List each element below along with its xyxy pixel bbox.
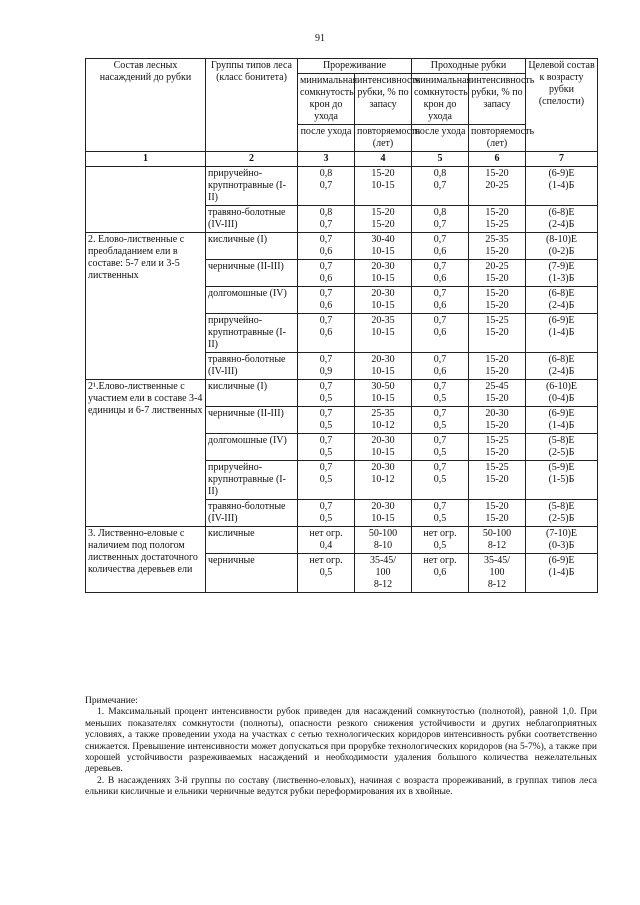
cell-value: 0,9 xyxy=(319,366,333,377)
cell-value: 15-25 xyxy=(485,435,509,446)
pass-int-cell xyxy=(469,260,526,287)
cell-value: (1-3)Б xyxy=(548,273,575,284)
cell-value: 10-15 xyxy=(371,273,395,284)
cell-value: (1-5)Б xyxy=(548,474,575,485)
cell-value: 20-30 xyxy=(371,501,395,512)
cell-value: 0,7 xyxy=(319,261,333,272)
target-cell xyxy=(526,461,598,500)
cell-value: (5-8)Е xyxy=(548,501,575,512)
thin-min-cell xyxy=(298,167,355,206)
cell-value: (2-5)Б xyxy=(548,447,575,458)
cell-value: 0,5 xyxy=(319,474,333,485)
thin-min-cell xyxy=(298,233,355,260)
cell-value: 15-20 xyxy=(485,474,509,485)
cell-value: (7-9)Е xyxy=(548,261,575,272)
cell-value: (6-9)Е xyxy=(548,408,575,419)
cell-value: 8-12 xyxy=(487,540,507,551)
forest-type: травяно-болотные (IV-III) xyxy=(206,206,298,233)
cell-value: нет огр. xyxy=(423,555,457,566)
cell-value: 15-20 xyxy=(485,501,509,512)
cell-value: (2-4)Б xyxy=(548,219,575,230)
pass-min-cell xyxy=(412,287,469,314)
cell-value: 0,5 xyxy=(433,513,447,524)
target-cell xyxy=(526,167,598,206)
forest-type: черничные xyxy=(206,554,298,593)
cell-value: 15-20 xyxy=(485,288,509,299)
cell-value: 0,8 xyxy=(433,168,447,179)
header-thin-after: после ухода xyxy=(298,125,355,152)
thin-int-cell xyxy=(355,167,412,206)
cell-value: 15-25 xyxy=(485,219,509,230)
forest-type: кисличные xyxy=(206,527,298,554)
cell-value: 15-20 xyxy=(485,168,509,179)
header-forest-types: Группы типов леса (класс бонитета) xyxy=(206,59,298,152)
pass-min-cell xyxy=(412,554,469,593)
cell-value: 20-30 xyxy=(371,288,395,299)
cell-value: 25-45 xyxy=(485,381,509,392)
table-body xyxy=(86,167,598,593)
thin-min-cell xyxy=(298,314,355,353)
thin-min-cell xyxy=(298,380,355,407)
target-cell xyxy=(526,287,598,314)
cell-value: 0,6 xyxy=(319,300,333,311)
target-cell xyxy=(526,527,598,554)
target-cell xyxy=(526,353,598,380)
thin-min-cell xyxy=(298,500,355,527)
cell-value: 0,7 xyxy=(319,315,333,326)
cell-value: 0,6 xyxy=(319,246,333,257)
cell-value: 0,7 xyxy=(433,435,447,446)
cell-value: 0,5 xyxy=(433,540,447,551)
cell-value: 0,6 xyxy=(433,300,447,311)
cell-value: 15-25 xyxy=(485,315,509,326)
cell-value: 8-12 xyxy=(373,579,393,590)
cell-value: 0,7 xyxy=(433,219,447,230)
table-row xyxy=(86,167,598,206)
pass-int-cell xyxy=(469,407,526,434)
notes-title: Примечание: xyxy=(85,696,138,706)
pass-int-cell xyxy=(469,461,526,500)
target-cell xyxy=(526,434,598,461)
cell-value: (1-4)Б xyxy=(548,327,575,338)
pass-min-cell xyxy=(412,233,469,260)
thin-min-cell xyxy=(298,407,355,434)
thin-int-cell xyxy=(355,380,412,407)
forest-type: приручейно-крупнотравные (I-II) xyxy=(206,461,298,500)
thin-int-cell xyxy=(355,461,412,500)
cell-value: 0,6 xyxy=(433,327,447,338)
cell-value: (2-4)Б xyxy=(548,366,575,377)
cell-value: 15-20 xyxy=(485,366,509,377)
col-number: 7 xyxy=(526,152,598,167)
cell-value: 15-20 xyxy=(485,327,509,338)
pass-min-cell xyxy=(412,167,469,206)
forest-type: долгомошные (IV) xyxy=(206,287,298,314)
target-cell xyxy=(526,260,598,287)
header-pass-repeat: повторяемость (лет) xyxy=(469,125,526,152)
cell-value: (6-8)Е xyxy=(548,288,575,299)
thin-min-cell xyxy=(298,353,355,380)
cell-value: 0,7 xyxy=(319,408,333,419)
pass-int-cell xyxy=(469,434,526,461)
cell-value: 20-30 xyxy=(485,408,509,419)
cell-value: 10-15 xyxy=(371,180,395,191)
cell-value: 10-15 xyxy=(371,300,395,311)
target-cell xyxy=(526,407,598,434)
cell-value: 0,6 xyxy=(319,327,333,338)
group-name xyxy=(86,167,206,233)
forest-type: приручейно-крупнотравные (I-II) xyxy=(206,167,298,206)
cell-value: нет огр. xyxy=(309,555,343,566)
cell-value: 0,5 xyxy=(319,513,333,524)
cell-value: 10-15 xyxy=(371,366,395,377)
header-thin-int: интенсивность рубки, % по запасу xyxy=(355,74,412,125)
target-cell xyxy=(526,500,598,527)
cell-value: 0,7 xyxy=(319,354,333,365)
thin-min-cell xyxy=(298,554,355,593)
cell-value: 0,6 xyxy=(433,366,447,377)
table-row xyxy=(86,527,598,554)
cell-value: 20-30 xyxy=(371,462,395,473)
forest-type: травяно-болотные (IV-III) xyxy=(206,353,298,380)
cell-value: 10-15 xyxy=(371,246,395,257)
col-number: 3 xyxy=(298,152,355,167)
cell-value: 25-35 xyxy=(371,408,395,419)
pass-int-cell xyxy=(469,206,526,233)
cell-value: 0,4 xyxy=(319,540,333,551)
cell-value: 30-50 xyxy=(371,381,395,392)
cell-value: 0,6 xyxy=(433,273,447,284)
cell-value: 10-15 xyxy=(371,393,395,404)
cell-value: (6-9)Е xyxy=(548,555,575,566)
pass-min-cell xyxy=(412,353,469,380)
cell-value: 10-15 xyxy=(371,513,395,524)
group-name: 2¹.Елово-лиственные с участием ели в составе 3-4 единицы и 6-7 лиственных xyxy=(86,380,206,527)
cell-value: (0-4)Б xyxy=(548,393,575,404)
thin-int-cell xyxy=(355,314,412,353)
table-header xyxy=(86,59,598,167)
note-2: 2. В насаждениях 3-й группы по составу (лиственно-еловых), начиная с возраста прореживаний, в группах типов леса ельники кисличные и ельники черничные ведутся рубки переформирования их в хвойные. xyxy=(85,775,597,798)
cell-value: 20-25 xyxy=(485,180,509,191)
cell-value: 8-10 xyxy=(373,540,393,551)
cell-value: 15-20 xyxy=(485,513,509,524)
cell-value: (1-4)Б xyxy=(548,180,575,191)
cell-value: (6-9)Е xyxy=(548,168,575,179)
pass-int-cell xyxy=(469,233,526,260)
cell-value: 20-30 xyxy=(371,261,395,272)
cell-value: 0,7 xyxy=(433,408,447,419)
cell-value: 0,7 xyxy=(319,234,333,245)
cell-value: 0,7 xyxy=(319,381,333,392)
cell-value: 15-20 xyxy=(485,273,509,284)
thin-min-cell xyxy=(298,287,355,314)
header-thinning: Прореживание xyxy=(298,59,412,74)
cell-value: 0,5 xyxy=(433,393,447,404)
header-thin-min: минимальная сомкнутость крон до ухода xyxy=(298,74,355,125)
pass-int-cell xyxy=(469,167,526,206)
cell-value: 0,5 xyxy=(319,567,333,578)
cell-value: 0,7 xyxy=(433,261,447,272)
col-number: 5 xyxy=(412,152,469,167)
cell-value: (2-4)Б xyxy=(548,300,575,311)
header-composition: Состав лесных насаждений до рубки xyxy=(86,59,206,152)
cell-value: (8-10)Е xyxy=(545,234,578,245)
notes xyxy=(85,696,597,799)
cell-value: 15-20 xyxy=(485,207,509,218)
thin-int-cell xyxy=(355,206,412,233)
pass-min-cell xyxy=(412,500,469,527)
target-cell xyxy=(526,380,598,407)
cell-value: 0,7 xyxy=(319,435,333,446)
group-name: 2. Елово-лиственные с преобладанием ели в составе: 5-7 ели и 3-5 лиственных xyxy=(86,233,206,380)
thin-int-cell xyxy=(355,434,412,461)
pass-int-cell xyxy=(469,353,526,380)
pass-min-cell xyxy=(412,260,469,287)
col-number: 1 xyxy=(86,152,206,167)
cell-value: 20-30 xyxy=(371,354,395,365)
cell-value: (6-10)Е xyxy=(545,381,578,392)
cell-value: (1-4)Б xyxy=(548,420,575,431)
header-thin-repeat: повторяемость (лет) xyxy=(355,125,412,152)
cell-value: 50-100 xyxy=(368,528,398,539)
cell-value: 0,6 xyxy=(319,273,333,284)
pass-int-cell xyxy=(469,314,526,353)
thin-int-cell xyxy=(355,407,412,434)
cell-value: 20-30 xyxy=(371,435,395,446)
cell-value: 0,7 xyxy=(433,315,447,326)
cell-value: 0,5 xyxy=(319,393,333,404)
cell-value: нет огр. xyxy=(309,528,343,539)
pass-min-cell xyxy=(412,407,469,434)
cell-value: 50-100 xyxy=(482,528,512,539)
cell-value: 0,7 xyxy=(433,462,447,473)
cell-value: 0,7 xyxy=(433,354,447,365)
header-pass-after: после ухода xyxy=(412,125,469,152)
table-row xyxy=(86,233,598,260)
cell-value: (7-10)Е xyxy=(545,528,578,539)
cell-value: 30-40 xyxy=(371,234,395,245)
page-number: 91 xyxy=(315,33,325,44)
cell-value: 0,6 xyxy=(433,567,447,578)
header-pass-int: интенсивность рубки, % по запасу xyxy=(469,74,526,125)
cell-value: 0,5 xyxy=(319,420,333,431)
cell-value: 25-35 xyxy=(485,234,509,245)
cell-value: 100 xyxy=(489,567,505,578)
thin-int-cell xyxy=(355,500,412,527)
forest-type: приручейно-крупнотравные (I-II) xyxy=(206,314,298,353)
pass-int-cell xyxy=(469,380,526,407)
thin-int-cell xyxy=(355,353,412,380)
thin-int-cell xyxy=(355,260,412,287)
cell-value: 15-20 xyxy=(485,354,509,365)
cell-value: 15-20 xyxy=(485,393,509,404)
pass-min-cell xyxy=(412,461,469,500)
cell-value: 0,7 xyxy=(433,288,447,299)
target-cell xyxy=(526,314,598,353)
header-pass-min: минимальная сомкнутость крон до ухода xyxy=(412,74,469,125)
cell-value: 15-20 xyxy=(485,246,509,257)
target-cell xyxy=(526,554,598,593)
cell-value: 10-12 xyxy=(371,420,395,431)
cell-value: 0,7 xyxy=(319,288,333,299)
pass-int-cell xyxy=(469,554,526,593)
cell-value: 0,8 xyxy=(433,207,447,218)
cell-value: (2-5)Б xyxy=(548,513,575,524)
cell-value: 0,7 xyxy=(433,234,447,245)
cell-value: 20-25 xyxy=(485,261,509,272)
cell-value: нет огр. xyxy=(423,528,457,539)
cell-value: 10-15 xyxy=(371,327,395,338)
pass-min-cell xyxy=(412,527,469,554)
forest-table xyxy=(85,58,598,593)
cell-value: 15-20 xyxy=(485,420,509,431)
cell-value: 0,7 xyxy=(319,180,333,191)
forest-type: черничные (II-III) xyxy=(206,407,298,434)
pass-int-cell xyxy=(469,287,526,314)
cell-value: 0,5 xyxy=(433,420,447,431)
group-name: 3. Лиственно-еловые с наличием под пологом лиственных достаточного количества деревьев ели xyxy=(86,527,206,593)
forest-type: кисличные (I) xyxy=(206,233,298,260)
cell-value: 0,5 xyxy=(433,447,447,458)
cell-value: 15-20 xyxy=(371,219,395,230)
cell-value: (6-8)Е xyxy=(548,207,575,218)
forest-type: долгомошные (IV) xyxy=(206,434,298,461)
thin-min-cell xyxy=(298,206,355,233)
pass-min-cell xyxy=(412,206,469,233)
cell-value: 10-15 xyxy=(371,447,395,458)
thin-int-cell xyxy=(355,554,412,593)
col-number: 4 xyxy=(355,152,412,167)
col-number: 2 xyxy=(206,152,298,167)
thin-min-cell xyxy=(298,461,355,500)
cell-value: (0-3)Б xyxy=(548,540,575,551)
cell-value: 100 xyxy=(375,567,391,578)
cell-value: 0,8 xyxy=(319,207,333,218)
pass-int-cell xyxy=(469,527,526,554)
cell-value: 0,5 xyxy=(319,447,333,458)
note-1: 1. Максимальный процент интенсивности рубок приведен для насаждений сомкнутостью (полнотой), равной 1,0. При меньших показателях сомкнутости (полноты), опасности резкого снижения устойчивости и других неблагоприятных условиях, а также проведении ухода на участках с сетью технологических коридоров интенсивность рубки соответственно снижается. Превышение интенсивности может допускаться при прорубке технологических коридоров (на 5-7%), а также при хорошей устойчивости разреживаемых насаждений и необходимости удаления большого количества нежелательных деревьев. xyxy=(85,707,597,775)
cell-value: 15-20 xyxy=(485,300,509,311)
cell-value: 0,7 xyxy=(433,381,447,392)
forest-type: кисличные (I) xyxy=(206,380,298,407)
table-row xyxy=(86,380,598,407)
cell-value: (6-8)Е xyxy=(548,354,575,365)
forest-type: черничные (II-III) xyxy=(206,260,298,287)
cell-value: 0,7 xyxy=(319,501,333,512)
cell-value: 20-35 xyxy=(371,315,395,326)
thin-int-cell xyxy=(355,527,412,554)
cell-value: (6-9)Е xyxy=(548,315,575,326)
cell-value: 15-20 xyxy=(371,207,395,218)
cell-value: 0,8 xyxy=(319,168,333,179)
cell-value: 0,5 xyxy=(433,474,447,485)
cell-value: 8-12 xyxy=(487,579,507,590)
thin-min-cell xyxy=(298,260,355,287)
pass-min-cell xyxy=(412,434,469,461)
cell-value: (0-2)Б xyxy=(548,246,575,257)
cell-value: 15-25 xyxy=(485,462,509,473)
cell-value: 0,7 xyxy=(433,180,447,191)
forest-type: травяно-болотные (IV-III) xyxy=(206,500,298,527)
cell-value: (5-9)Е xyxy=(548,462,575,473)
thin-min-cell xyxy=(298,434,355,461)
cell-value: 0,7 xyxy=(319,219,333,230)
cell-value: 35-45/ xyxy=(369,555,397,566)
thin-int-cell xyxy=(355,233,412,260)
cell-value: 15-20 xyxy=(485,447,509,458)
cell-value: 35-45/ xyxy=(483,555,511,566)
cell-value: (1-4)Б xyxy=(548,567,575,578)
header-target: Целевой состав к возрасту рубки (спелости) xyxy=(526,59,598,152)
thin-int-cell xyxy=(355,287,412,314)
cell-value: 15-20 xyxy=(371,168,395,179)
pass-min-cell xyxy=(412,314,469,353)
pass-min-cell xyxy=(412,380,469,407)
target-cell xyxy=(526,206,598,233)
target-cell xyxy=(526,233,598,260)
cell-value: 10-12 xyxy=(371,474,395,485)
thin-min-cell xyxy=(298,527,355,554)
cell-value: (5-8)Е xyxy=(548,435,575,446)
cell-value: 0,7 xyxy=(319,462,333,473)
cell-value: 0,6 xyxy=(433,246,447,257)
cell-value: 0,7 xyxy=(433,501,447,512)
pass-int-cell xyxy=(469,500,526,527)
col-number: 6 xyxy=(469,152,526,167)
header-passing: Проходные рубки xyxy=(412,59,526,74)
